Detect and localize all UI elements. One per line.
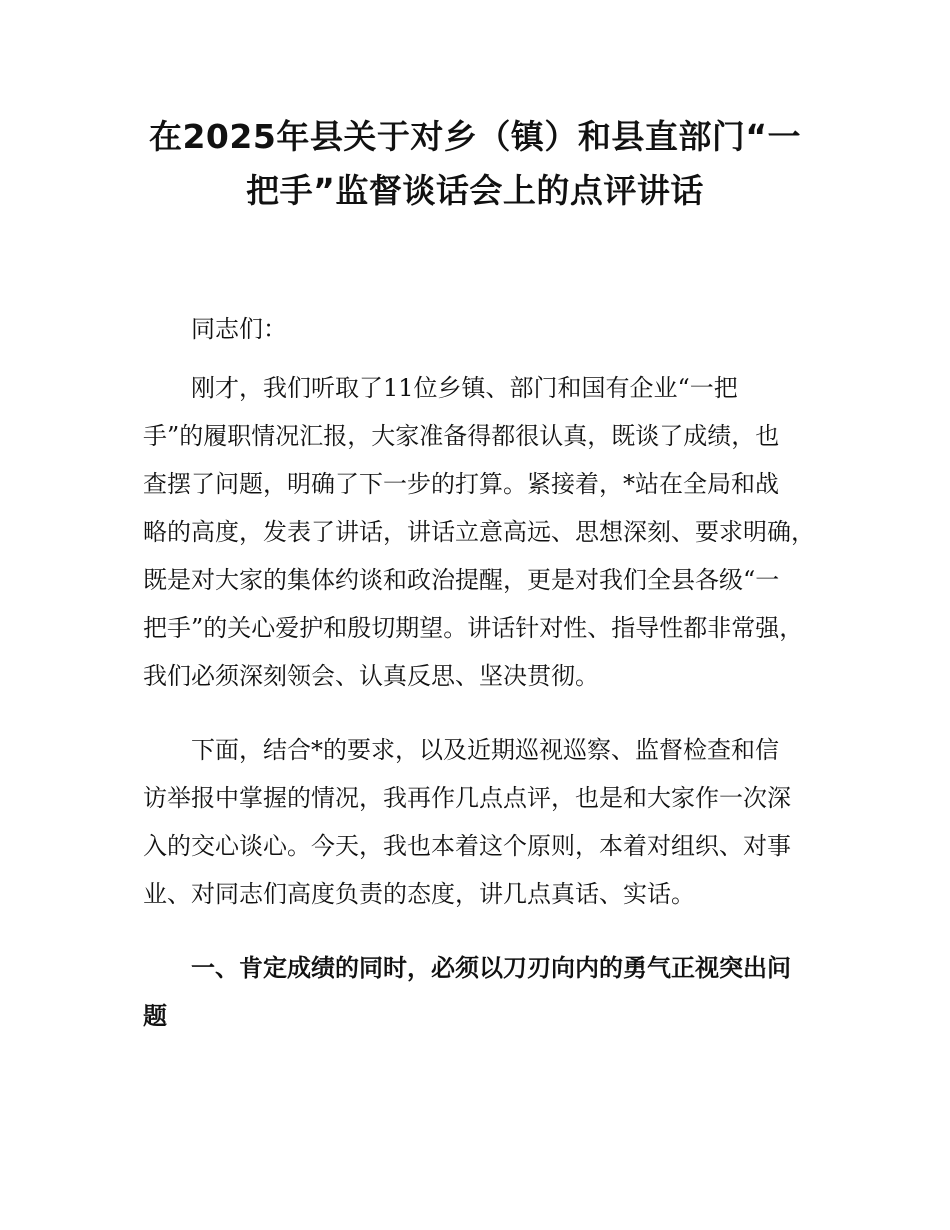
- greeting-line: 同志们：: [191, 315, 287, 343]
- paragraph-2: [143, 726, 833, 918]
- paragraph-1-line-6: 把手”的关心爱护和殷切期望。讲话针对性、指导性都非常强，: [143, 614, 804, 642]
- paragraph-2-line-4: 业、对同志们高度负责的态度，讲几点真话、实话。: [143, 880, 695, 908]
- paragraph-1-line-3: 查摆了问题，明确了下一步的打算。紧接着，*站在全局和战: [143, 470, 779, 498]
- greeting: [143, 305, 833, 353]
- section-heading-1-line-2: 题: [143, 1002, 167, 1030]
- paragraph-1-line-2: 手”的履职情况汇报，大家准备得都很认真，既谈了成绩，也: [143, 422, 780, 450]
- paragraph-2-line-1: 下面，结合*的要求，以及近期巡视巡察、监督检查和信: [191, 736, 779, 764]
- paragraph-1-line-5: 既是对大家的集体约谈和政治提醒，更是对我们全县各级“一: [143, 566, 780, 594]
- document-title: [100, 110, 850, 218]
- title-line-1: 在2025年县关于对乡（镇）和县直部门“一: [148, 117, 802, 156]
- paragraph-1-line-7: 我们必须深刻领会、认真反思、坚决贯彻。: [143, 662, 599, 690]
- paragraph-1: [143, 364, 833, 700]
- paragraph-1-line-4: 略的高度，发表了讲话，讲话立意高远、思想深刻、要求明确，: [143, 518, 815, 546]
- paragraph-2-line-3: 入的交心谈心。今天，我也本着这个原则，本着对组织、对事: [143, 832, 791, 860]
- paragraph-2-line-2: 访举报中掌握的情况，我再作几点点评，也是和大家作一次深: [143, 784, 791, 812]
- section-heading-1: [143, 944, 833, 1040]
- section-heading-1-line-1: 一、肯定成绩的同时，必须以刀刃向内的勇气正视突出问: [191, 954, 791, 982]
- paragraph-1-line-1: 刚才，我们听取了11位乡镇、部门和国有企业“一把: [191, 374, 738, 402]
- title-line-2: 把手”监督谈话会上的点评讲话: [246, 171, 704, 210]
